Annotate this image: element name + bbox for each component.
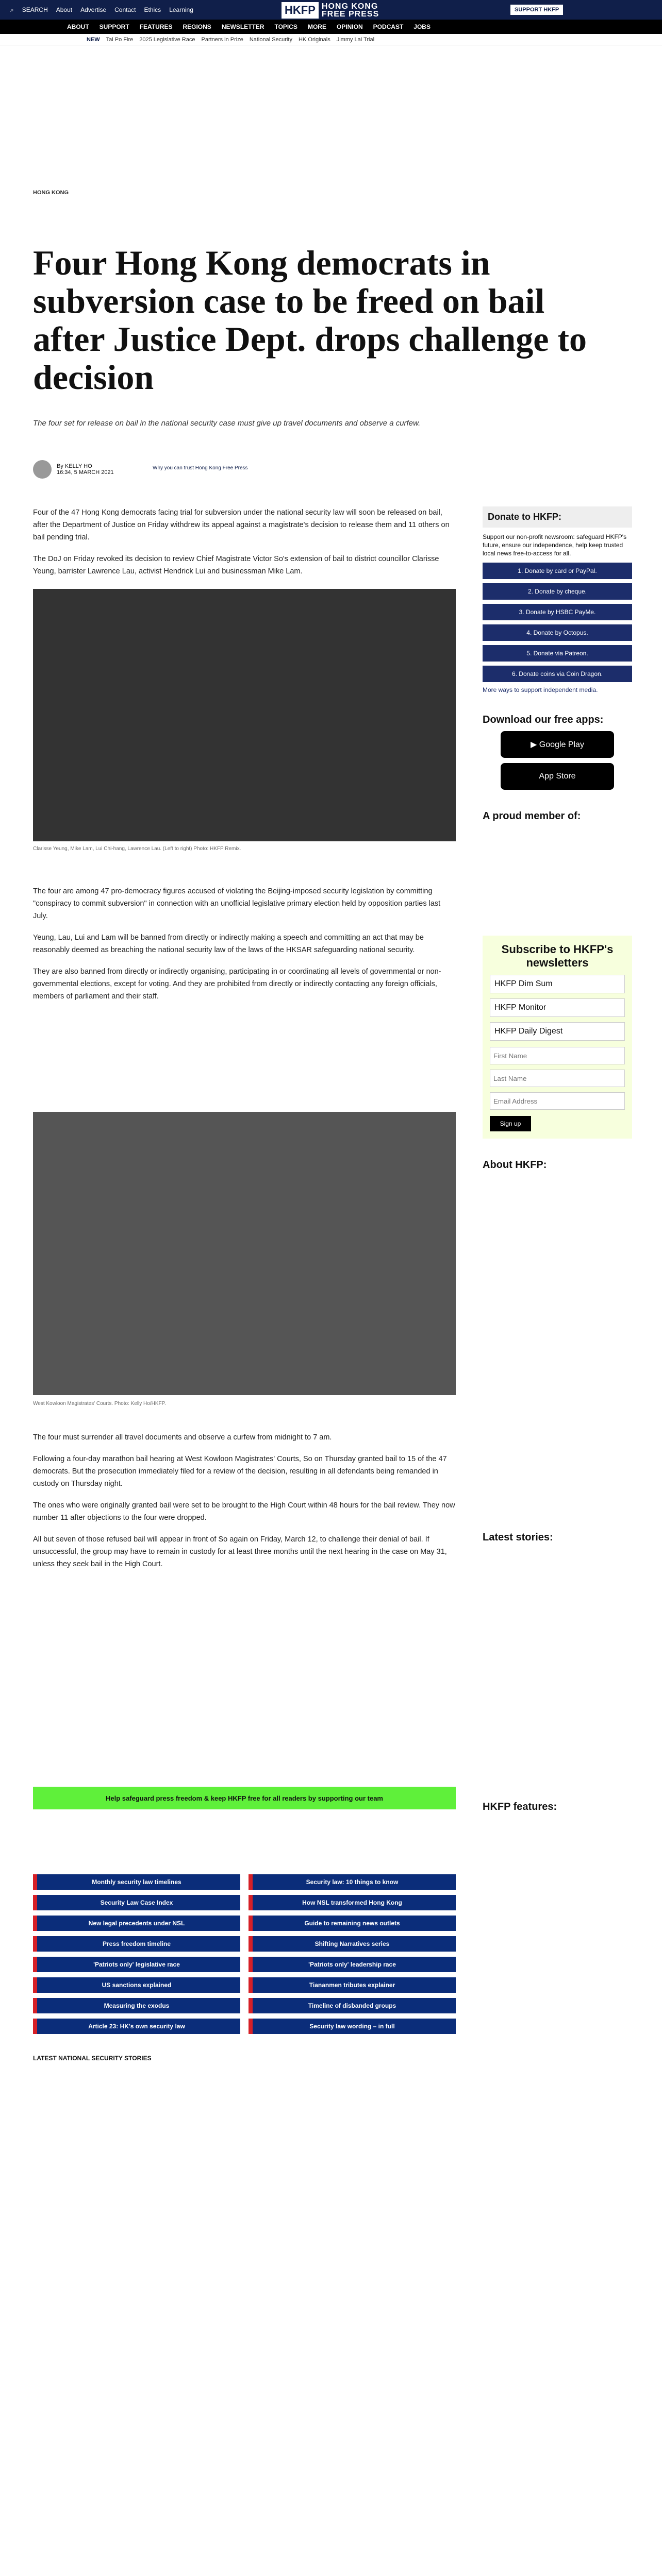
first-name-field[interactable] <box>490 1047 625 1064</box>
site-logo[interactable]: HKFP HONG KONG FREE PRESS <box>282 2 379 19</box>
sub-nav <box>0 34 662 45</box>
search-icon[interactable]: ⌕ <box>10 6 14 13</box>
article-image-one <box>33 589 456 841</box>
grid-item[interactable]: Press freedom timeline <box>33 1936 240 1952</box>
paragraph: The DoJ on Friday revoked its decision to review Chief Magistrate Victor So's extension of bail to district councillor Clarisse Yeung, barrister Lawrence Lau, activist Hendrick Lui and businessman Mike Lam. <box>33 555 439 575</box>
signup-button[interactable]: Sign up <box>490 1116 531 1131</box>
nav-more[interactable]: MORE <box>307 23 326 30</box>
article-image-two <box>33 1112 456 1395</box>
grid-item[interactable]: Article 23: HK's own security law <box>33 2019 240 2034</box>
article-body <box>33 885 456 1012</box>
sidebar <box>483 506 632 1813</box>
more-ways-link[interactable]: More ways to support independent media. <box>483 686 598 693</box>
donate-payme-button[interactable]: 3. Donate by HSBC PayMe. <box>483 604 632 620</box>
nav-podcast[interactable]: PODCAST <box>373 23 404 30</box>
grid-item[interactable]: Measuring the exodus <box>33 1998 240 2013</box>
member-heading: A proud member of: <box>483 810 581 822</box>
nav-opinion[interactable]: OPINION <box>336 23 363 30</box>
grid-item[interactable]: Guide to remaining news outlets <box>249 1916 456 1931</box>
nav-jobs[interactable]: JOBS <box>413 23 431 30</box>
about-link[interactable]: About <box>56 6 73 13</box>
grid-item[interactable]: Monthly security law timelines <box>33 1874 240 1890</box>
nav-topics[interactable]: TOPICS <box>274 23 297 30</box>
paragraph: The four must surrender all travel documents and observe a curfew from midnight to 7 am. <box>33 1433 332 1442</box>
subnav-item[interactable]: HK Originals <box>298 36 330 43</box>
search-link[interactable]: SEARCH <box>22 6 48 13</box>
subnav-item[interactable]: Tai Po Fire <box>106 36 134 43</box>
donate-octopus-button[interactable]: 4. Donate by Octopus. <box>483 624 632 641</box>
grid-item[interactable]: Timeline of disbanded groups <box>249 1998 456 2013</box>
image-caption: Clarisse Yeung, Mike Lam, Lui Chi-hang, Lawrence Lau. (Left to right) Photo: HKFP Remix. <box>33 846 241 852</box>
support-bar[interactable]: Help safeguard press freedom & keep HKFP free for all readers by supporting our team <box>33 1787 456 1809</box>
grid-item[interactable]: 'Patriots only' leadership race <box>249 1957 456 1972</box>
main-nav <box>0 20 662 34</box>
newsletter-option[interactable]: HKFP Dim Sum <box>490 975 625 993</box>
grid-item[interactable]: New legal precedents under NSL <box>33 1916 240 1931</box>
donate-copy: Support our non-profit newsroom: safeguard HKFP's future, ensure our independence, help keep trusted local news free-to-access for all. <box>483 533 627 557</box>
support-button[interactable]: SUPPORT HKFP <box>510 5 563 15</box>
learning-link[interactable]: Learning <box>169 6 193 13</box>
newsletter-heading: Subscribe to HKFP's newsletters <box>501 943 614 969</box>
security-law-grid <box>33 1874 456 2034</box>
top-bar <box>0 0 662 20</box>
newsletter-option[interactable]: HKFP Monitor <box>490 998 625 1017</box>
grid-item[interactable]: Tiananmen tributes explainer <box>249 1977 456 1993</box>
about-heading: About HKFP: <box>483 1159 547 1171</box>
contact-link[interactable]: Contact <box>114 6 136 13</box>
grid-item[interactable]: How NSL transformed Hong Kong <box>249 1895 456 1910</box>
app-store-badge[interactable]: App Store <box>501 763 614 790</box>
google-play-badge[interactable]: ▶ Google Play <box>501 731 614 758</box>
newsletter-box <box>483 936 632 1139</box>
subnav-item[interactable]: 2025 Legislative Race <box>139 36 195 43</box>
paragraph: Four of the 47 Hong Kong democrats facing trial for subversion under the national security law will soon be released on bail, after the Department of Justice on Friday withdrew its appeal against a magistrate's decision to release them and 11 others on bail pending trial. <box>33 509 450 541</box>
grid-item[interactable]: 'Patriots only' legislative race <box>33 1957 240 1972</box>
paragraph: The ones who were originally granted bail were set to be brought to the High Court within 48 hours for the bail review. They now number 11 after objections to the four were dropped. <box>33 1501 455 1522</box>
byline <box>33 460 114 479</box>
newsletter-option[interactable]: HKFP Daily Digest <box>490 1022 625 1041</box>
grid-item[interactable]: US sanctions explained <box>33 1977 240 1993</box>
donate-card-button[interactable]: 1. Donate by card or PayPal. <box>483 563 632 579</box>
subnav-item[interactable]: Jimmy Lai Trial <box>336 36 375 43</box>
article-body <box>33 1431 456 1580</box>
paragraph: Following a four-day marathon bail hearing at West Kowloon Magistrates' Courts, So on Thursday granted bail to 15 of the 47 democrats. But the prosecution immediately filed for a review of the decision, resulting in all defendants being remanded in custody on Thursday night. <box>33 1455 447 1488</box>
nav-about[interactable]: ABOUT <box>67 23 89 30</box>
article-headline: Four Hong Kong democrats in subversion case to be freed on bail after Justice Dept. drops challenge to decision <box>33 243 587 397</box>
donate-title: Donate to HKFP: <box>483 506 632 528</box>
donate-cheque-button[interactable]: 2. Donate by cheque. <box>483 583 632 600</box>
grid-item[interactable]: Shifting Narratives series <box>249 1936 456 1952</box>
article-category[interactable]: HONG KONG <box>33 190 69 196</box>
paragraph: They are also banned from directly or indirectly organising, participating in or coordinating all levels of governmental or non-governmental elections, except for voting. And they are prohibited from directly or indirectly contacting any foreign officials, members of parliament and their staff. <box>33 968 441 1001</box>
grid-item[interactable]: Security law: 10 things to know <box>249 1874 456 1890</box>
image-caption: West Kowloon Magistrates' Courts. Photo: Kelly Ho/HKFP. <box>33 1401 166 1406</box>
subnav-new: NEW <box>87 36 100 43</box>
article-date: 16:34, 5 MARCH 2021 <box>57 469 114 476</box>
apps-heading: Download our free apps: <box>483 714 604 725</box>
grid-item[interactable]: Security law wording – in full <box>249 2019 456 2034</box>
grid-item[interactable]: Security Law Case Index <box>33 1895 240 1910</box>
nav-features[interactable]: FEATURES <box>139 23 173 30</box>
paragraph: Yeung, Lau, Lui and Lam will be banned from directly or indirectly making a speech and committing an act that may be reasonably deemed as breaching the national security law of the laws of the HKSAR safeguarding national security. <box>33 934 424 954</box>
subnav-item[interactable]: Partners in Prize <box>201 36 243 43</box>
donate-coin-button[interactable]: 6. Donate coins via Coin Dragon. <box>483 666 632 682</box>
advertise-link[interactable]: Advertise <box>80 6 107 13</box>
donate-patreon-button[interactable]: 5. Donate via Patreon. <box>483 645 632 662</box>
subnav-item[interactable]: National Security <box>249 36 292 43</box>
email-field[interactable] <box>490 1092 625 1110</box>
author-name[interactable]: By KELLY HO <box>57 463 92 469</box>
author-avatar <box>33 460 52 479</box>
nav-regions[interactable]: REGIONS <box>183 23 211 30</box>
latest-heading: Latest stories: <box>483 1532 553 1543</box>
article-standfirst: The four set for release on bail in the national security case must give up travel documents and observe a curfew. <box>33 419 421 428</box>
nav-newsletter[interactable]: NEWSLETTER <box>221 23 264 30</box>
latest-national-security-heading: LATEST NATIONAL SECURITY STORIES <box>33 2055 152 2062</box>
nav-support[interactable]: SUPPORT <box>99 23 129 30</box>
features-heading: HKFP features: <box>483 1801 557 1812</box>
last-name-field[interactable] <box>490 1070 625 1087</box>
ethics-link[interactable]: Ethics <box>144 6 161 13</box>
paragraph: The four are among 47 pro-democracy figures accused of violating the Beijing-imposed security legislation by committing "conspiracy to commit subversion" in connection with an unofficial legislative primary election held by opposition parties last July. <box>33 887 441 920</box>
paragraph: All but seven of those refused bail will appear in front of So again on Friday, March 12, to challenge their denial of bail. If unsuccessful, the group may have to remain in custody for at least three months until the next hearing in the case on May 31, unless they seek bail in the High Court. <box>33 1535 447 1568</box>
article-body <box>33 506 456 587</box>
trust-link[interactable]: Why you can trust Hong Kong Free Press <box>153 465 248 471</box>
